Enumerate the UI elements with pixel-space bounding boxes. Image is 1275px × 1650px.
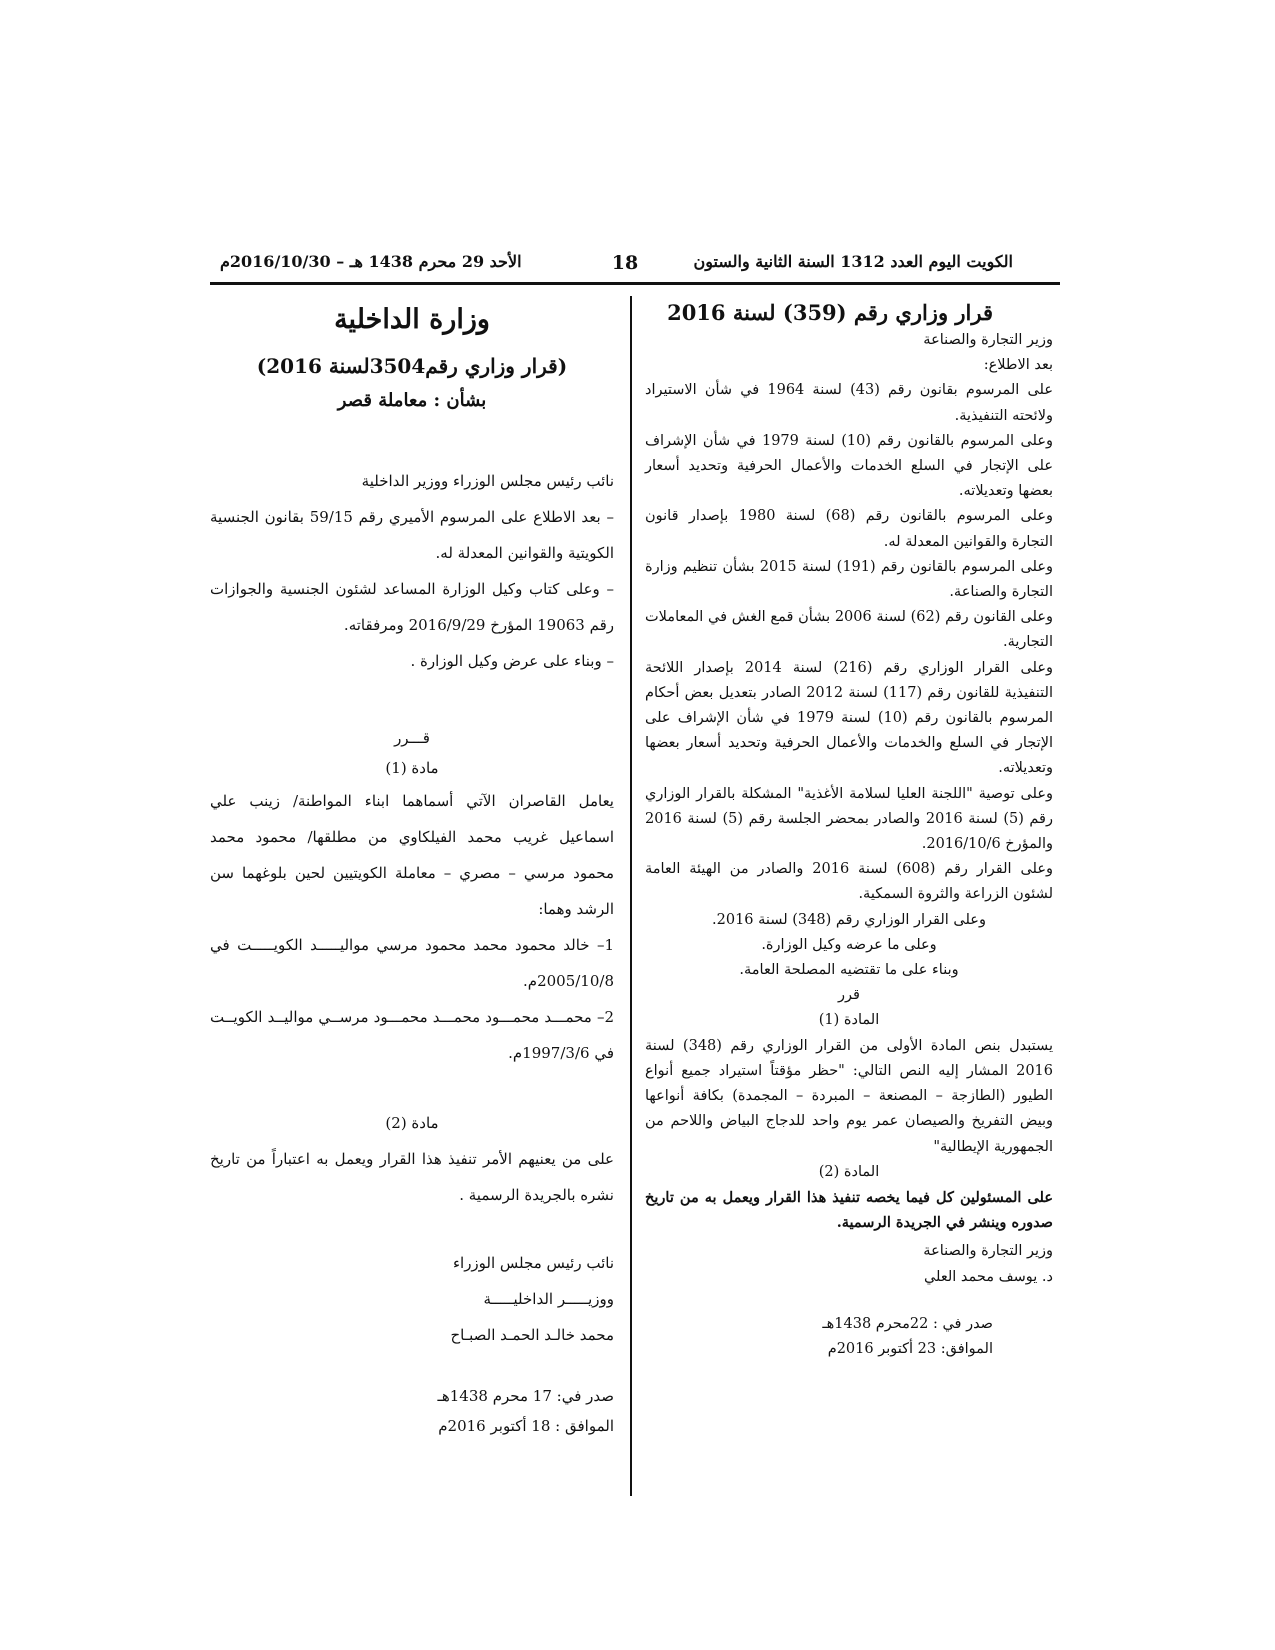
recital-paragraph: وعلى القرار رقم (608) لسنة 2016 والصادر من الهيئة العامة لشئون الزراعة والثروة السمكية.: [645, 861, 1053, 903]
recital-centered: وبناء على ما تقتضيه المصلحة العامة.: [739, 962, 959, 979]
article-1-heading: المادة (1): [818, 1012, 880, 1029]
header-issue-info: الكويت اليوم العدد 1312 السنة الثانية والستون: [693, 252, 1013, 271]
column-divider: [630, 296, 632, 1496]
recital-paragraph: وعلى القرار الوزاري رقم (216) لسنة 2014 بإصدار اللائحة التنفيذية للقانون رقم (117) لسنة 2012 الصادر بتعديل بعض أحكام المرسوم بالقانون رقم (10) لسنة 1979 في شأن الإشراف على الإتجار في السلع والخدمات والأعمال الحرفية وتحديد أسعار بعضها وتعديلاته.: [645, 659, 1053, 777]
ministry-title: وزارة الداخلية: [334, 304, 490, 335]
article-2-text: على من يعنيهم الأمر تنفيذ هذا القرار ويعمل به اعتباراً من تاريخ نشره بالجريدة الرسمية .: [210, 1150, 614, 1204]
issued-date: صدر في : 22محرم 1438هـ: [822, 1315, 993, 1332]
decided-heading: قـــرر: [394, 729, 430, 747]
issued-date: صدر في: 17 محرم 1438هـ: [437, 1387, 614, 1405]
recital-paragraph: وعلى المرسوم بالقانون رقم (68) لسنة 1980 بإصدار قانون التجارة والقوانين المعدلة له.: [645, 508, 1053, 550]
header-rule: [210, 282, 1060, 285]
right-column-decision-359: [645, 298, 1053, 1362]
signature-title: نائب رئيس مجلس الوزراء: [452, 1254, 614, 1272]
consideration-item: – بعد الاطلاع على المرسوم الأميري رقم 59/15 بقانون الجنسية الكويتية والقوانين المعدلة له.: [210, 508, 614, 562]
recital-paragraph: وعلى القانون رقم (62) لسنة 2006 بشأن قمع الغش في المعاملات التجارية.: [645, 609, 1053, 651]
child-item: 1– خالد محمود محمد محمود مرسي مواليـــــد الكويـــــت في 2005/10/8م.: [210, 936, 614, 990]
recital-paragraph: وعلى المرسوم بالقانون رقم (10) لسنة 1979 في شأن الإشراف على الإتجار في السلع الخدمات والأعمال الحرفية وتحديد أسعار بعضها وتعديلاته.: [645, 432, 1053, 500]
minister-line: وزير التجارة والصناعة: [923, 332, 1053, 348]
page-number: 18: [611, 252, 639, 274]
article-1-text: يستبدل بنص المادة الأولى من القرار الوزاري رقم (348) لسنة 2016 المشار إليه النص التالي: "حظر مؤقتاً استيراد جميع أنواع الطيور (الطازجة – المصنعة – المبردة – المجمدة) بكافة أنواعها وبيض التفريخ والصيصان عمر يوم واحد للدجاج البياض واللاحم من الجمهورية الإيطالية": [645, 1037, 1053, 1155]
corresponding-date: الموافق: 23 أكتوبر 2016م: [827, 1340, 993, 1357]
article-2-heading: المادة (2): [818, 1163, 880, 1180]
corresponding-date: الموافق : 18 أكتوبر 2016م: [438, 1417, 614, 1435]
signature-title: وزير التجارة والصناعة: [923, 1243, 1053, 1260]
signature-title: ووزيـــــر الداخليـــــة: [483, 1290, 614, 1308]
decision-subject: بشأن : معاملة قصر: [337, 390, 487, 411]
decision-title: قرار وزاري رقم (359) لسنة 2016: [667, 300, 993, 325]
decided-heading: قرر: [838, 987, 860, 1004]
consideration-item: – وبناء على عرض وكيل الوزارة .: [410, 652, 614, 670]
consideration-item: – وعلى كتاب وكيل الوزارة المساعد لشئون الجنسية والجوازات رقم 19063 المؤرخ 2016/9/29 ومرفقاته.: [210, 580, 614, 634]
recital-paragraph: وعلى المرسوم بالقانون رقم (191) لسنة 2015 بشأن تنظيم وزارة التجارة والصناعة.: [645, 558, 1054, 601]
recital-paragraph: وعلى توصية "اللجنة العليا لسلامة الأغذية" المشكلة بالقرار الوزاري رقم (5) لسنة 2016 والصادر بمحضر الجلسة رقم (5) لسنة 2016 والمؤرخ 2016/10/6.: [645, 785, 1053, 853]
article-2-text: على المسئولين كل فيما يخصه تنفيذ هذا القرار ويعمل به من تاريخ صدوره وينشر في الجريدة الرسمية.: [645, 1188, 1053, 1232]
decision-number: (قرار وزاري رقم3504لسنة 2016): [256, 354, 568, 378]
article-1-heading: مادة (1): [385, 759, 439, 777]
header-date: الأحد 29 محرم 1438 هـ – 2016/10/30م: [220, 252, 522, 271]
article-1-text: يعامل القاصران الآتي أسماهما ابناء المواطنة/ زينب علي اسماعيل غريب محمد الفيلكاوي من مطلقها/ محمود محمد محمود مرسي – مصري – معاملة الكويتيين لحين بلوغهما سن الرشد وهما:: [210, 792, 614, 918]
after-review-line: بعد الاطلاع:: [983, 357, 1053, 374]
signature-name: محمد خالـد الحمـد الصبـاح: [450, 1326, 614, 1344]
recital-centered: وعلى ما عرضه وكيل الوزارة.: [761, 936, 937, 953]
left-column-decision-3504: [210, 298, 614, 1441]
article-2-heading: مادة (2): [385, 1114, 439, 1132]
signature-name: د. يوسف محمد العلي: [923, 1268, 1053, 1285]
recital-paragraph: على المرسوم بقانون رقم (43) لسنة 1964 في شأن الاستيراد ولائحته التنفيذية.: [645, 382, 1053, 424]
child-item: 2– محمـــد محمـــود محمـــد محمـــود مرســي مواليــد الكويــت في 1997/3/6م.: [210, 1008, 614, 1062]
issuer-line: نائب رئيس مجلس الوزراء ووزير الداخلية: [361, 472, 614, 490]
recital-centered: وعلى القرار الوزاري رقم (348) لسنة 2016.: [712, 911, 986, 928]
